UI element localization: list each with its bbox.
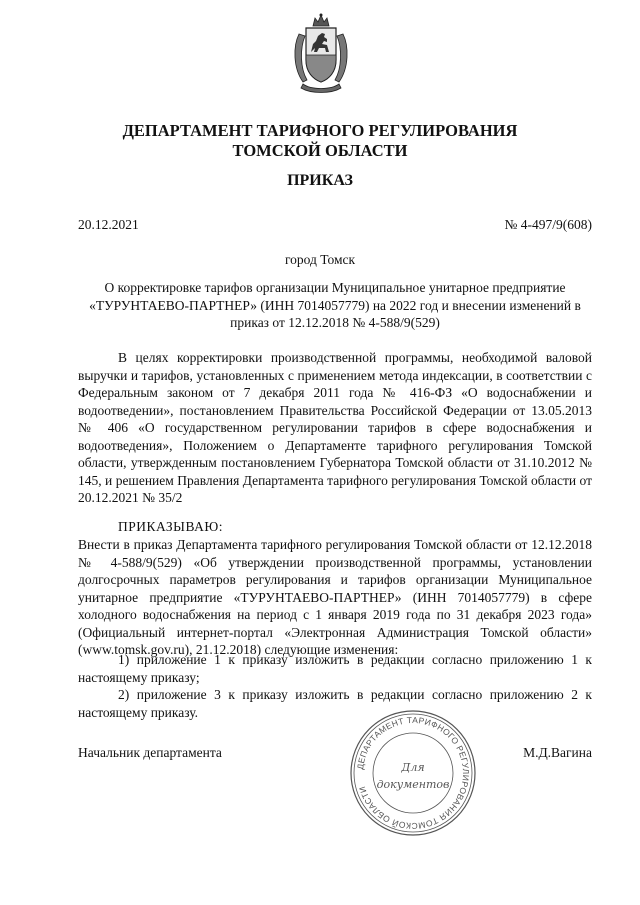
coat-of-arms-icon	[289, 12, 353, 96]
main-order-paragraph: Внести в приказ Департамента тарифного регулирования Томской области от 12.12.2018 № 4-588/9(529) «Об утверждении производственной программы, установлении долгосрочных параметров регулирования и тарифов организации Муниципальное унитарное предприятие «ТУРУНТАЕВО-ПАРТНЕР» (ИНН 7014057779) в сфере холодного водоснабжения на период с 1 января 2019 года по 31 декабря 2023 года» (Официальный интернет-портал «Электронная Администрация Томской области» (www.tomsk.gov.ru), 21.12.2018) следующие изменения:	[78, 537, 592, 657]
department-name-line-2: ТОМСКОЙ ОБЛАСТИ	[232, 141, 408, 160]
order-subject-line: О корректировке тарифов организации Муниципальное унитарное предприятие	[104, 280, 566, 295]
stamp-center-line-1: Для	[401, 761, 425, 774]
preamble-paragraph: В целях корректировки производственной программы, необходимой валовой выручки и тарифов, установленных с применением метода индексации, в соответствии с Федеральным законом от 7 декабря 2011 года № 416-ФЗ «О водоснабжении и водоотведении», постановлением Правительства Российской Федерации от 13.05.2013 № 406 «О государственном регулировании тарифов в сфере водоснабжения и водоотведения», Положением о Департаменте тарифного регулирования Томской области, утвержденным постановлением Губернатора Томской области от 31.10.2012 № 145, и решением Правления Департамента тарифного регулирования Томской области от 20.12.2021 № 35/2	[78, 350, 592, 505]
signatory-title: Начальник департамента	[78, 745, 222, 760]
stamp-center-line-2: документов	[376, 778, 450, 791]
stamp-ring-text: ДЕПАРТАМЕНТ ТАРИФНОГО РЕГУЛИРОВАНИЯ ТОМСКОЙ ОБЛАСТИ	[355, 714, 472, 832]
order-item-1: 1) приложение 1 к приказу изложить в редакции согласно приложению 1 к настоящему приказу;	[78, 652, 592, 685]
order-subject	[78, 279, 592, 332]
order-subject-line: «ТУРУНТАЕВО-ПАРТНЕР» (ИНН 7014057779) на 2022 год и внесении изменений в	[89, 297, 581, 313]
signatory-name: М.Д.Вагина	[523, 745, 592, 760]
order-subject-line: приказ от 12.12.2018 № 4-588/9(529)	[230, 315, 440, 330]
official-stamp-seal	[348, 708, 478, 838]
order-directive-word: ПРИКАЗЫВАЮ:	[118, 519, 223, 534]
department-name-line-1: ДЕПАРТАМЕНТ ТАРИФНОГО РЕГУЛИРОВАНИЯ	[122, 121, 518, 140]
order-city: город Томск	[284, 252, 356, 267]
order-item-2: 2) приложение 3 к приказу изложить в редакции согласно приложению 2 к настоящему приказу.	[78, 687, 592, 720]
order-number: № 4-497/9(608)	[504, 217, 592, 232]
order-date: 20.12.2021	[78, 217, 139, 232]
document-type-title: ПРИКАЗ	[287, 172, 353, 189]
